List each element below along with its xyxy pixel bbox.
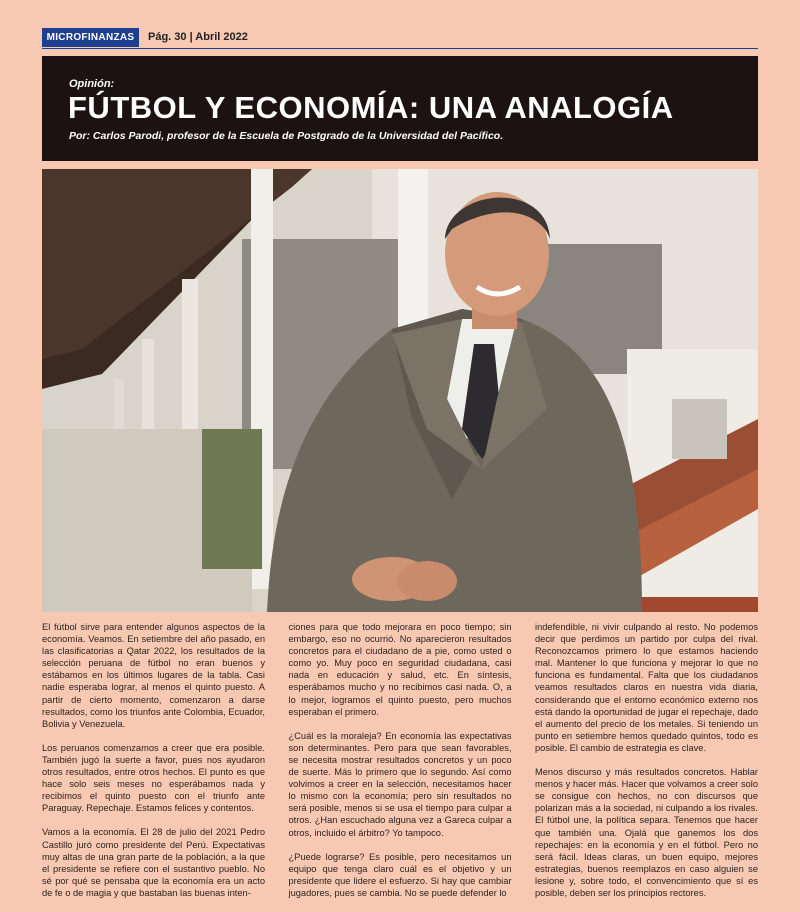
paragraph: ¿Cuál es la moraleja? En economía las expectativas son determinantes. Pero para que sean favorables, se necesita mostrar resultados concretos y un poco de suerte. Más lo primero que lo segundo. Así como volvimos a creer en la selección, necesitamos hacer lo mismo con la economía; pero sin resultados no será posible, menos si se usa el tiempo para culpar a otros. ¿Han escuchado alguna vez a Gareca culpar a otros, incluido el árbitro? Yo tampoco. bbox=[288, 730, 512, 838]
magazine-brand: MICROFINANZAS bbox=[42, 28, 139, 47]
paragraph: ¿Puede lograrse? Es posible, pero necesitamos un equipo que tenga claro cuál es el objetivo y un presidente que lidere el esfuerzo. Si hay que cambiar jugadores, pues se cambia. No se puede defender lo bbox=[288, 851, 512, 898]
page-header bbox=[42, 28, 758, 50]
article-byline: Por: Carlos Parodi, profesor de la Escuela de Postgrado de la Universidad del Pacífico. bbox=[69, 130, 504, 142]
paragraph: Los peruanos comenzamos a creer que era posible. También jugó la suerte a favor, pues nos ayudaron otros resultados, entre otros hechos. El punto es que hace solo seis meses no esperábamos nada y recibimos el quinto puesto con el triunfo ante Paraguay. Repechaje. Estamos felices y contentos. bbox=[42, 742, 265, 814]
author-photo bbox=[42, 169, 758, 612]
paragraph: Vamos a la economía. El 28 de julio del 2021 Pedro Castillo juró como presidente del Perú. Expectativas muy altas de una gran parte de la población, a la que el presidente se refiere con el sustantivo pueblo. No sé por qué se pensaba que la economía era un acto de fe o de magia y que bastaban las buenas inten- bbox=[42, 827, 265, 898]
article-body bbox=[42, 621, 758, 906]
paragraph: indefendible, ni vivir culpando al resto. No podemos decir que perdimos un partido por culpa del rival. Reconozcamos primero lo que estamos haciendo mal. Mantener lo que funciona y mejorar lo que no funciona es fundamental. Falta que los ciudadanos veamos resultados claros en nuestra vida diaria, considerando que el entorno económico externo nos está dando la oportunidad de jugar el repechaje, dado el aumento del precio de los metales. Si teniendo un punto en setiembre hemos quedado quintos, todo es posible. El cambio de estrategia es clave. bbox=[535, 622, 758, 753]
page-info: Pág. 30 | Abril 2022 bbox=[148, 31, 248, 43]
section-kicker: Opinión: bbox=[69, 78, 115, 90]
article-column-1 bbox=[42, 621, 265, 906]
title-banner bbox=[42, 56, 758, 161]
paragraph: ciones para que todo mejorara en poco tiempo; sin embargo, eso no ocurrió. No aparecieron resultados concretos para el ciudadano de a pie, como usted o como yo. Muy poco en seguridad ciudadana, casi nada en educación y salud, etc. En síntesis, esperábamos mucho y no recibimos casi nada. O, a lo mejor, logramos el quinto puesto, pero muchos esperaban el primero. bbox=[288, 622, 512, 717]
article-column-3 bbox=[535, 621, 758, 906]
paragraph: Menos discurso y más resultados concretos. Hablar menos y hacer más. Hacer que volvamos a creer solo se consigue con hechos, no con discursos que polarizan más a la sociedad, ni culpando a los rivales. El fútbol une, la política separa. Tenemos que hacer que también una. Ojalá que ganemos los dos repechajes: en la economía y en el fútbol. Pero no será fácil. Ideas claras, un buen equipo, mejores estrategias, buenos reemplazos en caso alguien se lesione y, sobre todo, el convencimiento que sí es posible, deben ser los principios rectores. bbox=[535, 767, 758, 898]
header-rule bbox=[42, 48, 758, 49]
article-title: FÚTBOL Y ECONOMÍA: UNA ANALOGÍA bbox=[68, 90, 674, 125]
paragraph: El fútbol sirve para entender algunos aspectos de la economía. Veamos. En setiembre del año pasado, en las clasificatorias a Qatar 2022, los resultados de la selección peruana de fútbol no eran buenos y estábamos en los últimos lugares de la tabla. Casi nadie esperaba lograr, al menos el quinto puesto. A partir de cierto momento, comenzaron a darse resultados, como los triunfos ante Colombia, Ecuador, Bolivia y Venezuela. bbox=[42, 622, 265, 729]
article-column-2 bbox=[289, 621, 512, 906]
